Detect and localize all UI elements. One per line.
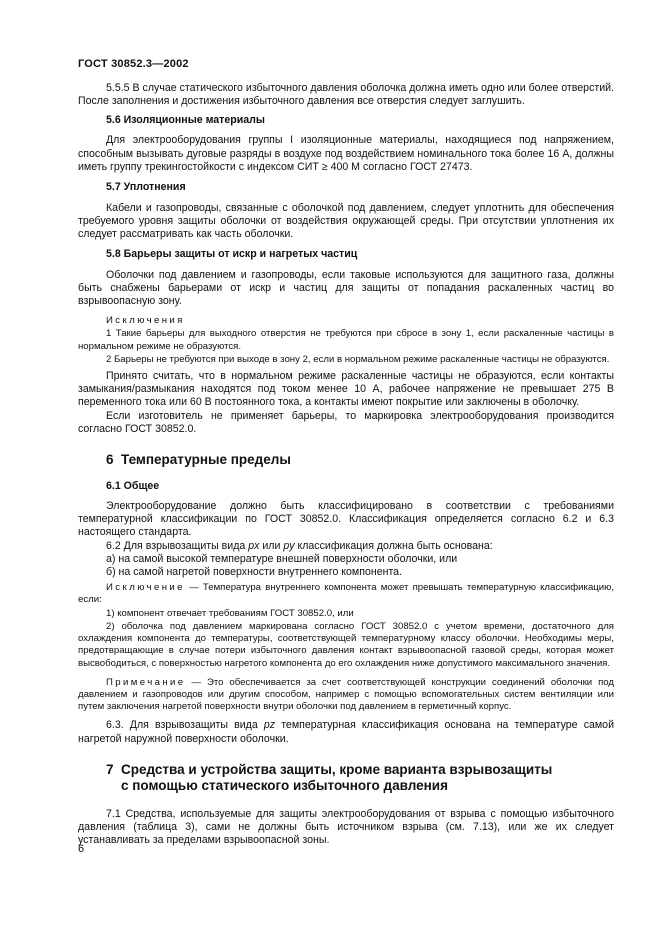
- page-number: 6: [78, 843, 85, 855]
- section-6-title: Температурные пределы: [121, 452, 291, 468]
- clause-5-5-5: 5.5.5 В случае статического избыточного давления оболочка должна иметь одно или более отверстий. После заполнения и достижения избыточного давления все отверстия следует заглушить.: [78, 82, 614, 108]
- exception-1: 1 Такие барьеры для выходного отверстия не требуются при сбросе в зону 1, если раскаленные частицы в нормальном режиме не образуются.: [78, 328, 614, 352]
- section-6-number: 6: [106, 452, 114, 468]
- note-6-2: Примечание — Это обеспечивается за счет соответствующей конструкции соединений оболочки под давлением и газопроводов или другим способом, например с помощью вспомогательных систем вентиляции или путем заключения нагретой поверхности внутри оболочки под давлением в герметичный корпус.: [78, 676, 614, 713]
- exception-6-2: Исключение — Температура внутреннего компонента может превышать температурную классификацию, если:: [78, 582, 614, 606]
- note-block: [78, 677, 614, 714]
- pz-type: pz: [263, 719, 276, 732]
- section-7-number: 7: [106, 761, 114, 777]
- clause-6-3-text: 6.3. Для взрывозащиты вида pz температурная классификация основана на температуре самой нагретой наружной поверхности оболочки.: [78, 719, 614, 745]
- exceptions-title: Исключения: [106, 315, 185, 327]
- clause-7-1-text: 7.1 Средства, используемые для защиты электрооборудования от взрыва с помощью избыточного давления (таблица 3), сами не должны быть источником взрыва (см. 7.13), или же их следует устанавливать за пределами взрывоопасной зоны.: [78, 807, 614, 847]
- heading-6-1: 6.1 Общее: [106, 480, 160, 493]
- clause-5-7-text: Кабели и газопроводы, связанные с оболочкой под давлением, следует уплотнить для обеспечения требуемого уровня защиты оболочки от воздействия окружающей среды. При отсутствии уплотнения их следует рассматривать как часть оболочки.: [78, 202, 614, 241]
- section-7-title-line-2: с помощью статического избыточного давления: [121, 777, 448, 793]
- section-7-heading: [78, 762, 614, 794]
- exception-6-2-item-2: 2) оболочка под давлением маркирована согласно ГОСТ 30852.0 с учетом времени, достаточного для охлаждения компонента до температуры, соответствующей температурному классу оболочки. Необходимы меры, предотвращающие в случае потери избыточного давления контакт взрывоопасной газовой среды, которая может высвободиться, с поверхностью нагретого компонента до его охлаждения ниже допустимого максимального значения.: [78, 620, 614, 669]
- heading-5-6: 5.6 Изоляционные материалы: [106, 114, 265, 127]
- page-content: [78, 82, 614, 847]
- clause-5-6-text: Для электрооборудования группы I изоляционные материалы, находящиеся под напряжением, способным вызывать дуговые разряды в воздухе под воздействием номинального тока более 16 А, должны иметь группу трекингостойкости с индексом СИТ ≥ 400 М согласно ГОСТ 27473.: [78, 134, 614, 173]
- exception-6-2-title: Исключение: [106, 582, 185, 594]
- section-6-heading: [78, 452, 614, 468]
- document-code-header: ГОСТ 30852.3—2002: [78, 58, 189, 70]
- clause-6-2-item-a: а) на самой высокой температуре внешней поверхности оболочки, или: [106, 552, 458, 565]
- heading-5-8: 5.8 Барьеры защиты от искр и нагретых частиц: [106, 247, 358, 260]
- exception-6-2-block: [78, 582, 614, 669]
- note-title: Примечание: [106, 676, 186, 688]
- clause-6-2-item-b: б) на самой нагретой поверхности внутреннего компонента.: [106, 566, 403, 579]
- clause-5-8-para-3: Если изготовитель не применяет барьеры, то маркировка электрооборудования производится согласно ГОСТ 30852.0.: [78, 409, 614, 435]
- section-7-title-line-1: Средства и устройства защиты, кроме варианта взрывозащиты: [121, 761, 553, 777]
- clause-5-8-text: Оболочки под давлением и газопроводы, если таковые используются для защитного газа, должны быть снабжены барьерами от искр и частиц для защиты от попадания раскаленных частиц во взрывоопасную зону.: [78, 268, 614, 308]
- exception-2: 2 Барьеры не требуются при выходе в зону 2, если в нормальном режиме раскаленные частицы не образуются.: [106, 353, 610, 365]
- heading-5-7: 5.7 Уплотнения: [106, 181, 186, 194]
- px-type: px: [248, 539, 260, 552]
- clause-6-1-text: Электрооборудование должно быть классифицировано в соответствии с требованиями температурной классификации по ГОСТ 30852.0. Классификация определяется согласно 6.2 и 6.3 настоящего стандарта.: [78, 500, 614, 539]
- clause-6-2-text: 6.2 Для взрывозащиты вида px или py классификация должна быть основана:: [106, 539, 493, 552]
- exception-6-2-item-1: 1) компонент отвечает требованиям ГОСТ 30852.0, или: [106, 607, 354, 619]
- clause-5-8-para-2: Принято считать, что в нормальном режиме раскаленные частицы не образуются, если контакты замыкания/размыкания находятся под током менее 10 А, рабочее напряжение не превышает 275 В переменного тока или 60 В постоянного тока, а контакты имеют покрытие или заключены в оболочку.: [78, 370, 614, 409]
- py-type: py: [283, 539, 295, 552]
- exceptions-block: [78, 315, 614, 366]
